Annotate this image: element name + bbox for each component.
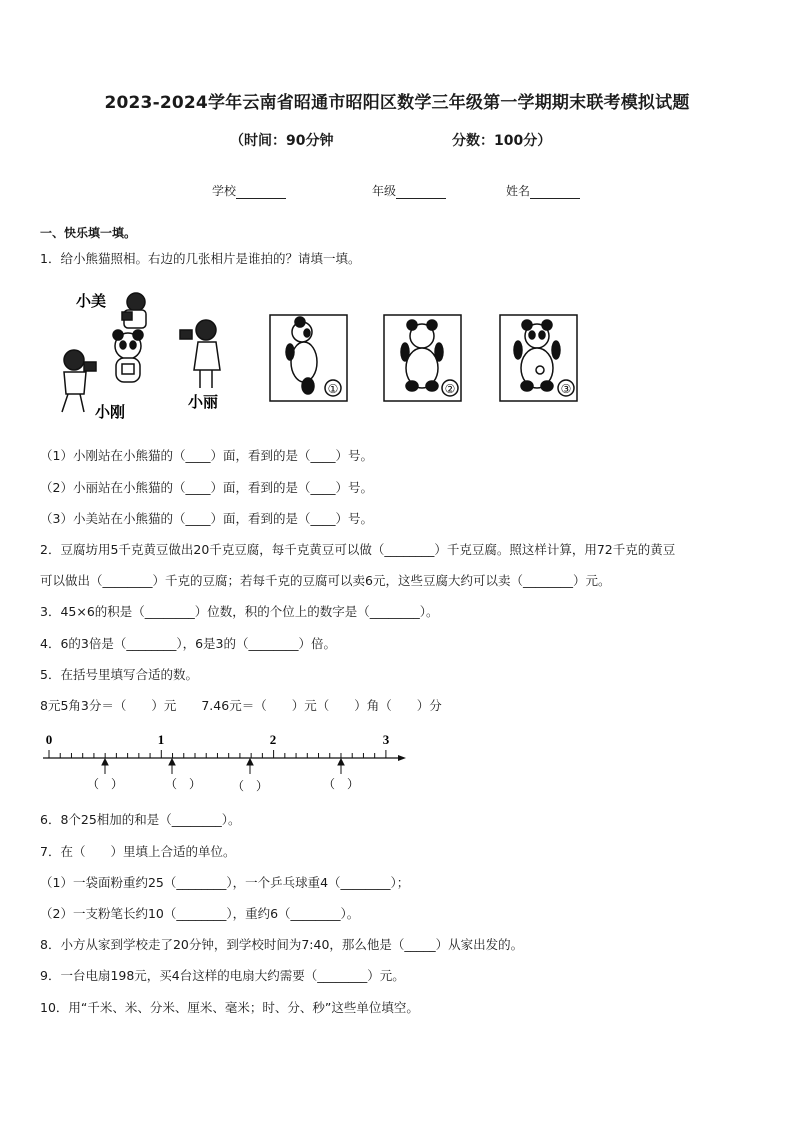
- xiaogang-figure: [62, 350, 96, 412]
- tick-label-1: 1: [157, 732, 165, 747]
- question-2-line-2: 可以做出（________）千克的豆腐；若每千克的豆腐可以卖6元，这些豆腐大约可以卖（________）元。: [40, 573, 611, 588]
- section-heading: 一、快乐填一填。: [40, 226, 137, 240]
- school-blank[interactable]: [236, 185, 286, 199]
- photo-3: [500, 315, 577, 401]
- xiaomei-figure: [122, 293, 146, 328]
- photo-2: [384, 315, 461, 401]
- question-1: 1．给小熊猫照相。右边的几张相片是谁拍的？请填一填。: [40, 251, 361, 266]
- photo-2-number: ②: [444, 382, 456, 396]
- photo-3-number: ③: [560, 382, 572, 396]
- tick-label-0: 0: [45, 732, 53, 747]
- number-line: [40, 728, 420, 798]
- photo-1: [270, 315, 347, 401]
- question-3: 3．45×6的积是（________）位数，积的个位上的数字是（________）。: [40, 604, 439, 619]
- blank-1: （ ）: [86, 777, 124, 791]
- tick-label-3: 3: [382, 732, 390, 747]
- question-8: 8．小方从家到学校走了20分钟，到学校时间为7:40，那么他是（_____）从家出发的。: [40, 937, 524, 952]
- exam-score: 分数：100分）: [452, 133, 552, 149]
- question-1-part-3: （3）小美站在小熊猫的（____）面，看到的是（____）号。: [40, 511, 373, 526]
- question-9: 9．一台电扇198元，买4台这样的电扇大约需要（________）元。: [40, 968, 405, 983]
- school-field: [212, 182, 286, 199]
- question-5: 5．在括号里填写合适的数。: [40, 667, 198, 682]
- number-line-svg: [40, 728, 420, 798]
- grade-label: 年级: [372, 184, 397, 198]
- tick-label-2: 2: [269, 732, 277, 747]
- question-2-line-1: 2．豆腐坊用5千克黄豆做出20千克豆腐，每千克黄豆可以做（________）千克豆腐。照这样计算，用72千克的黄豆: [40, 542, 676, 557]
- question-7: 7．在（ ）里填上合适的单位。: [40, 844, 236, 859]
- label-xiaoli: 小丽: [188, 395, 219, 411]
- blank-2: （ ）: [164, 777, 202, 791]
- school-label: 学校: [212, 184, 237, 198]
- question-1-part-1: （1）小刚站在小熊猫的（____）面，看到的是（____）号。: [40, 448, 373, 463]
- grade-field: [372, 182, 446, 199]
- name-blank[interactable]: [530, 185, 580, 199]
- panda-figure: [113, 330, 143, 382]
- photo-1-number: ①: [327, 382, 339, 396]
- exam-time: （时间：90分钟: [230, 133, 334, 149]
- question-7-part-1: （1）一袋面粉重约25（________），一个乒乓球重4（________）；: [40, 875, 410, 890]
- blank-3: （ ）: [231, 779, 269, 793]
- blank-4: （ ）: [322, 777, 360, 791]
- label-xiaomei: 小美: [76, 294, 107, 310]
- question-1-part-2: （2）小丽站在小熊猫的（____）面，看到的是（____）号。: [40, 480, 373, 495]
- label-xiaogang: 小刚: [95, 405, 126, 421]
- name-field: [506, 182, 580, 199]
- question-7-part-2: （2）一支粉笔长约10（________），重约6（________）。: [40, 906, 360, 921]
- grade-blank[interactable]: [396, 185, 446, 199]
- page-title: 2023-2024学年云南省昭通市昭阳区数学三年级第一学期期末联考模拟试题: [104, 93, 690, 113]
- panda-photo-illustration: [40, 282, 600, 432]
- question-5-conversion: 8元5角3分＝（ ）元 7.46元＝（ ）元（ ）角（ ）分: [40, 698, 442, 713]
- question-4: 4．6的3倍是（________），6是3的（________）倍。: [40, 636, 337, 651]
- name-label: 姓名: [506, 184, 531, 198]
- question-10: 10．用“千米、米、分米、厘米、毫米；时、分、秒”这些单位填空。: [40, 1000, 419, 1015]
- question-1-figure: [40, 282, 600, 432]
- question-6: 6．8个25相加的和是（________）。: [40, 812, 241, 827]
- xiaoli-figure: [180, 320, 220, 388]
